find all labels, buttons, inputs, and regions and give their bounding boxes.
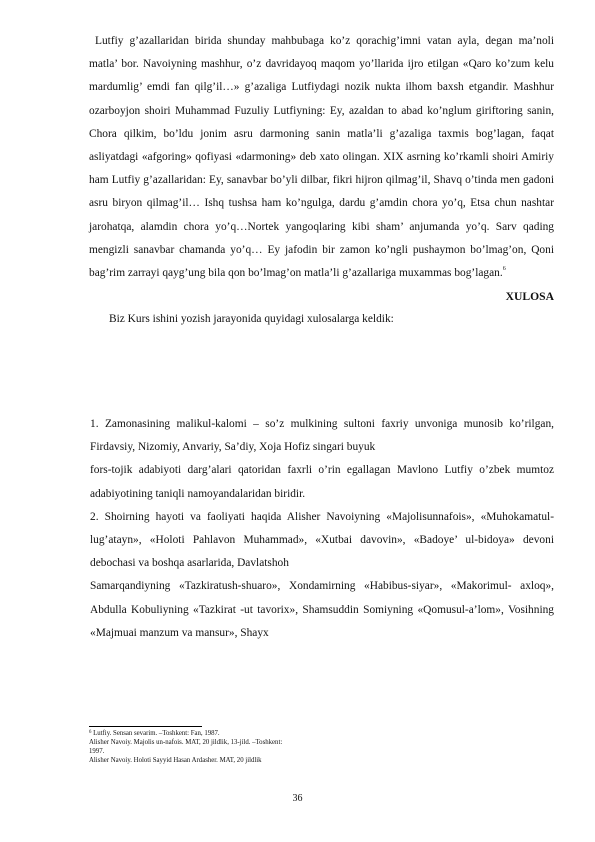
paragraph-lutfiy	[89, 30, 554, 285]
list-item-continuation: Samarqandiyning «Tazkiratush-shuaro», Xondamirning «Habibus-siyar», «Makorimul- axloq», Abdulla Kobuliyning «Tazkirat -ut tavorix», Shamsuddin Somiyning «Qomusul-a’lom», Vosihning «Majmuai manzum va mansur», Shayx	[90, 580, 554, 639]
footnote-number: 6	[89, 730, 92, 735]
conclusion-intro: Biz Kurs ishini yozish jarayonida quyidagi xulosalarga keldik:	[109, 313, 394, 326]
footnote: Alisher Navoiy. Holoti Sayyid Hasan Ardasher. MAT, 20 jildlik	[89, 756, 262, 764]
footnote-continuation: 1997.	[89, 747, 105, 755]
list-item: 2. Shoirning hayoti va faoliyati haqida Alisher Navoiyning «Majolisunnafois», «Muhokamatul-lug’atayn», «Holoti Pahlavon Muhammad», «Xutbai davovin», «Badoye’ ul-bidoya» devoni debochasi va boshqa asarlarida, Davlatshoh	[90, 510, 554, 570]
footnote: Alisher Navoiy. Majolis un-nafois. MAT, 20 jildlik, 13-jild. –Toshkent:	[89, 738, 283, 746]
list-item: 1. Zamonasining malikul-kalomi – so’z mulkining sultoni faxriy unvoniga munosib ko’rilgan, Firdavsiy, Nizomiy, Anvariy, Sa’diy, Xoja Hofiz singari buyuk	[90, 418, 554, 454]
footnotes	[89, 729, 529, 766]
footnote-reference[interactable]: 6	[502, 266, 506, 273]
conclusion-list	[90, 413, 554, 645]
footnote	[89, 729, 529, 739]
footnote-text: Lutfiy. Sensan sevarim. –Toshkent: Fan, 1987.	[93, 730, 220, 737]
section-heading: XULOSA	[505, 290, 554, 304]
list-item-continuation: fors-tojik adabiyoti darg’alari qatoridan faxrli o’rin egallagan Mavlono Lutfiy o’zbek mumtoz adabiyotining taniqli namoyandalaridan biridir.	[90, 464, 554, 500]
paragraph-lutfiy-text: Lutfiy g’azallaridan birida shunday mahbubaga ko’z qorachig’imni vatan ayla, degan ma’noli matla’ bor. Navoiyning mashhur, o’z davridayoq maqom yo’llarida ijro etilgan «Qaro ko’zum kelu mardumlig’ emdi fan qilg’il…» g’azaliga Lutfiydagi nozik nukta ilhom baxsh etgandir. Mashhur ozarboyjon shoiri Muhammad Fuzuliy Lutfiyning: Ey, azaldan to abad ko’nglum giriftoring sanin, Chora qilkim, bo’ldu jonim asru darmoning sanin matla’li g’azaliga taxmis bog’lagan, faqat asliyatdagi «afgoring» qofiyasi «darmoning» deb xato olingan. XIX asrning ko’rkamli shoiri Amiriy ham Lutfiy g’azallaridan: Ey, sanavbar bo’yli dilbar, fikri hijron qilmag’il, Shavq o’tinda men gadoni asru biryon qilmag’il… Ishq tushsa ham ko’ngulga, dardu g’amdin chora yo’q, Etsa chun nashtar jarohatqa, alamdin chora yo’q…Nortek yangoqlaring kibi sham’ anjumanda yo’q. Sarv qading mengizli sanavbar chamanda yo’q… Ey jafodin bir zamon ko’ngli pushaymon bo’lmag’on, Qoni bag’rim zarrayi qayg’ung bila qon bo’lmag’on matla’li g’azallariga muxammas bog’lagan.	[89, 35, 554, 280]
page-number: 36	[292, 793, 303, 804]
body-text	[89, 30, 554, 332]
footnote-separator	[89, 726, 202, 727]
